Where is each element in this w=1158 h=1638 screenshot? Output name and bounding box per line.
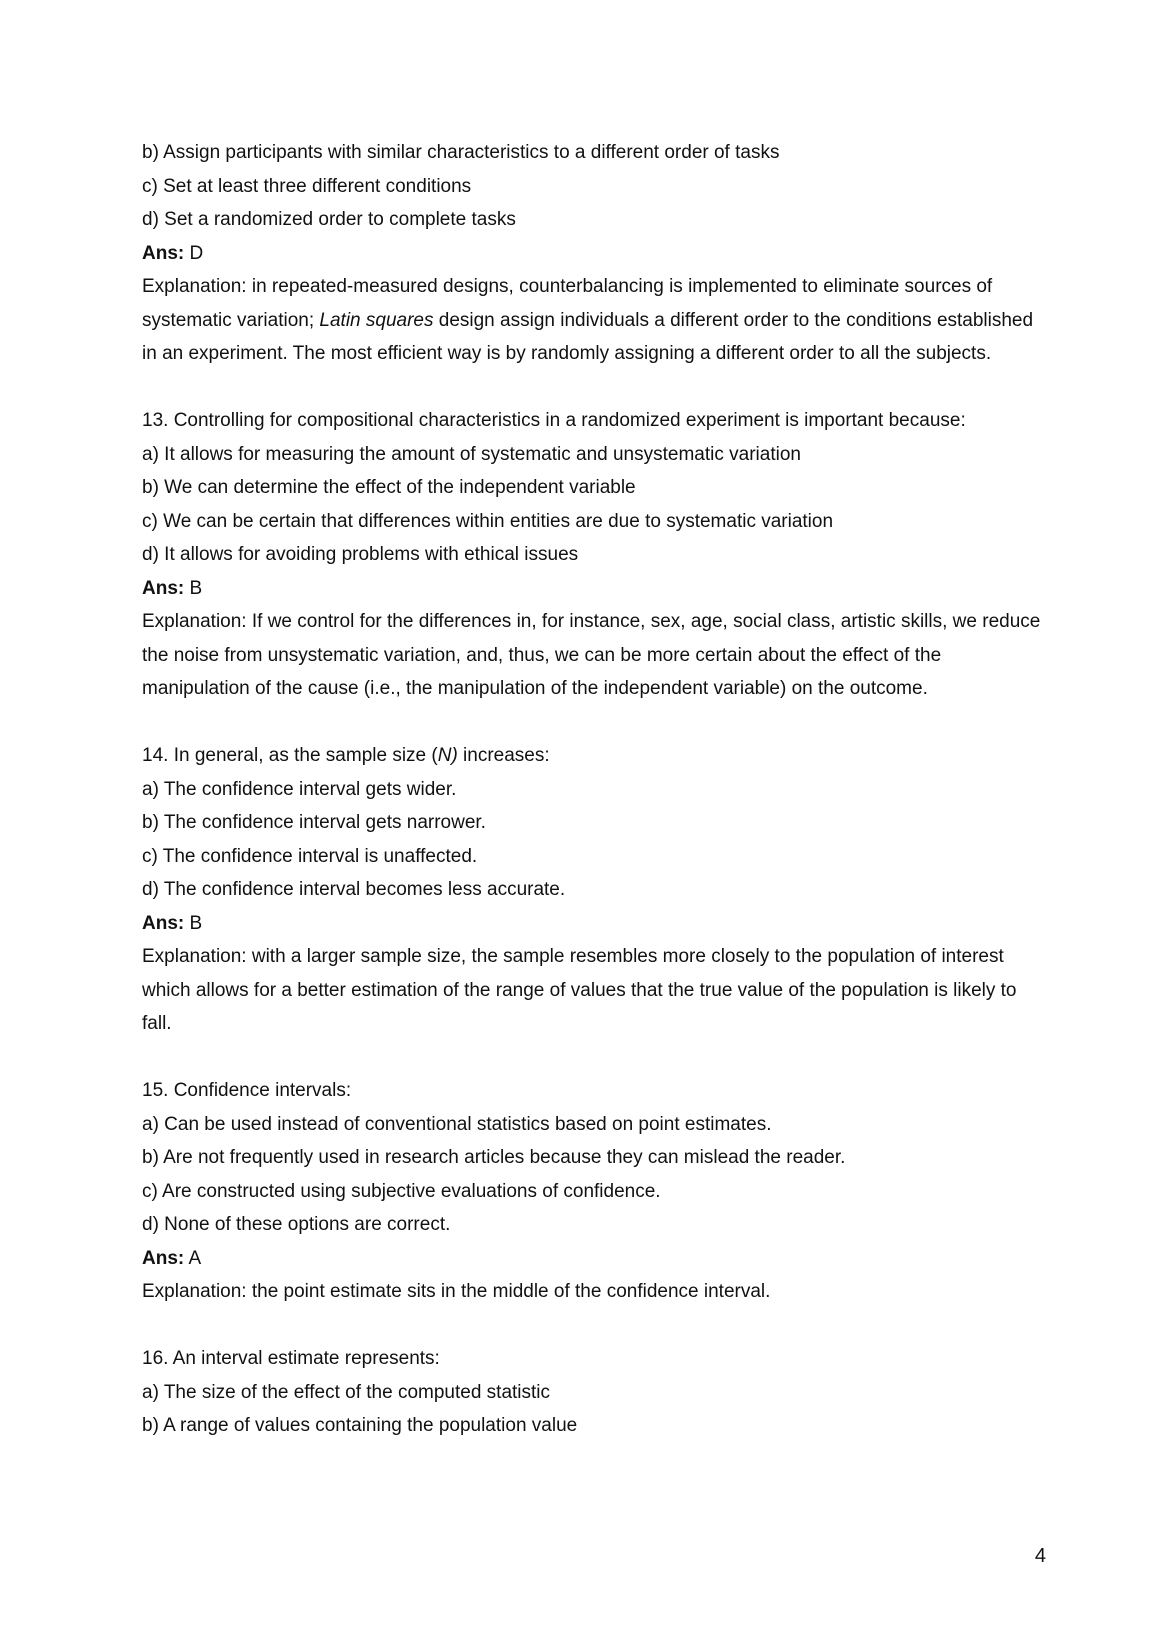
q14-question-start: 14. In general, as the sample size ( bbox=[142, 745, 438, 766]
q14-explanation: Explanation: with a larger sample size, the sample resembles more closely to the population of interest which allows for a better estimation of the range of values that the true value of the population is likely to fall. bbox=[142, 946, 1017, 1034]
q13-question: 13. Controlling for compositional characteristics in a randomized experiment is important because: bbox=[142, 410, 966, 431]
q12-answer bbox=[142, 237, 1042, 271]
q16-option-b: b) A range of values containing the population value bbox=[142, 1415, 578, 1436]
q15-answer-label: Ans: bbox=[142, 1247, 185, 1269]
q15-explanation: Explanation: the point estimate sits in the middle of the confidence interval. bbox=[142, 1281, 771, 1302]
q12-explanation bbox=[142, 270, 1042, 371]
q12-explanation-end: design assign individuals a different order to the conditions established in an experiment. The most efficient way is by randomly assigning a different order to all the subjects. bbox=[142, 309, 1034, 364]
spacer bbox=[142, 706, 1042, 740]
q12-answer-value: D bbox=[184, 242, 204, 264]
q12-explanation-italic: Latin squares bbox=[319, 309, 434, 331]
question-13-block bbox=[142, 404, 1042, 706]
q13-answer-label: Ans: bbox=[142, 577, 185, 599]
spacer bbox=[142, 1041, 1042, 1075]
q16-question: 16. An interval estimate represents: bbox=[142, 1348, 440, 1369]
q12-explanation-start: Explanation: in repeated-measured designs, counterbalancing is implemented to eliminate sources of systematic variation; bbox=[142, 276, 993, 331]
q15-option-c: c) Are constructed using subjective evaluations of confidence. bbox=[142, 1180, 661, 1202]
question-14-block bbox=[142, 739, 1042, 1041]
question-12-block bbox=[142, 136, 1042, 371]
q15-option-b: b) Are not frequently used in research articles because they can mislead the reader. bbox=[142, 1147, 846, 1168]
spacer bbox=[142, 371, 1042, 405]
q12-option-b: b) Assign participants with similar characteristics to a different order of tasks bbox=[142, 142, 780, 163]
q13-option-a: a) It allows for measuring the amount of systematic and unsystematic variation bbox=[142, 443, 801, 465]
q13-option-d: d) It allows for avoiding problems with ethical issues bbox=[142, 544, 579, 565]
q14-answer-label: Ans: bbox=[142, 912, 185, 934]
q14-answer bbox=[142, 907, 1042, 941]
document-body bbox=[142, 136, 1042, 1443]
q15-answer-value: A bbox=[184, 1247, 202, 1269]
q13-explanation: Explanation: If we control for the differences in, for instance, sex, age, social class, artistic skills, we reduce the noise from unsystematic variation, and, thus, we can be more certain about the effect of the manipulation of the cause (i.e., the manipulation of the independent variable) on the outcome. bbox=[142, 611, 1041, 699]
q12-option-c: c) Set at least three different conditions bbox=[142, 175, 472, 197]
q14-option-d: d) The confidence interval becomes less accurate. bbox=[142, 879, 566, 900]
q14-option-b: b) The confidence interval gets narrower. bbox=[142, 812, 486, 833]
q15-question: 15. Confidence intervals: bbox=[142, 1080, 352, 1101]
q13-option-b: b) We can determine the effect of the independent variable bbox=[142, 477, 636, 498]
page-number: 4 bbox=[1034, 1545, 1046, 1567]
q15-option-a: a) Can be used instead of conventional statistics based on point estimates. bbox=[142, 1113, 772, 1135]
question-15-block bbox=[142, 1074, 1042, 1309]
q14-question bbox=[142, 739, 1042, 773]
q13-option-c: c) We can be certain that differences within entities are due to systematic variation bbox=[142, 510, 834, 532]
q12-option-d: d) Set a randomized order to complete tasks bbox=[142, 209, 516, 230]
q16-option-a: a) The size of the effect of the computed statistic bbox=[142, 1381, 551, 1403]
q12-answer-label: Ans: bbox=[142, 242, 185, 264]
q15-answer bbox=[142, 1242, 1042, 1276]
q14-answer-value: B bbox=[184, 912, 203, 934]
q15-option-d: d) None of these options are correct. bbox=[142, 1214, 451, 1235]
q14-question-end: increases: bbox=[457, 745, 550, 766]
q14-option-c: c) The confidence interval is unaffected. bbox=[142, 845, 478, 867]
q13-answer bbox=[142, 572, 1042, 606]
question-16-block bbox=[142, 1342, 1042, 1443]
spacer bbox=[142, 1309, 1042, 1343]
q14-question-italic: N) bbox=[437, 745, 458, 766]
q13-answer-value: B bbox=[184, 577, 203, 599]
q14-option-a: a) The confidence interval gets wider. bbox=[142, 778, 457, 800]
